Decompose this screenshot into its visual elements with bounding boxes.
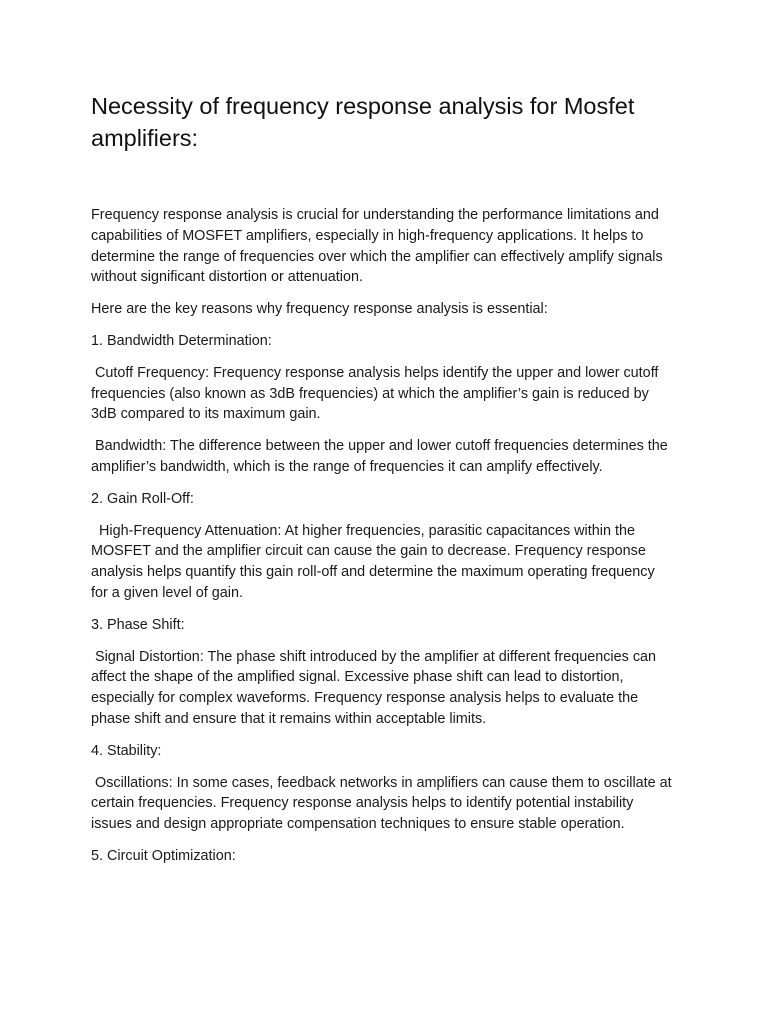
section-heading-circuit-optimization: 5. Circuit Optimization: — [91, 847, 236, 864]
document-body — [91, 205, 675, 878]
paragraph-oscillations: Oscillations: In some cases, feedback networks in amplifiers can cause them to oscillate at certain frequencies. Frequency response analysis helps to identify potential instability issues and design appropriate compensation techniques to ensure stable operation. — [91, 774, 672, 833]
key-reasons-intro: Here are the key reasons why frequency response analysis is essential: — [91, 301, 548, 318]
paragraph-high-frequency-attenuation: High-Frequency Attenuation: At higher frequencies, parasitic capacitances within the MOSFET and the amplifier circuit can cause the gain to decrease. Frequency response analysis helps quantify this gain roll-off and determine the maximum operating frequency for a given level of gain. — [91, 522, 655, 601]
section-heading-stability: 4. Stability: — [91, 742, 162, 759]
document-title: Necessity of frequency response analysis for Mosfet amplifiers: — [91, 93, 635, 151]
paragraph-signal-distortion: Signal Distortion: The phase shift introduced by the amplifier at different frequencies can affect the shape of the amplified signal. Excessive phase shift can lead to distortion, especially for complex waveforms. Frequency response analysis helps to evaluate the phase shift and ensure that it remains within acceptable limits. — [91, 648, 657, 727]
paragraph-cutoff-frequency: Cutoff Frequency: Frequency response analysis helps identify the upper and lower cutoff frequencies (also known as 3dB frequencies) at which the amplifier’s gain is reduced by 3dB compared to its maximum gain. — [91, 364, 659, 423]
section-heading-bandwidth: 1. Bandwidth Determination: — [91, 332, 272, 349]
intro-paragraph: Frequency response analysis is crucial for understanding the performance limitations and capabilities of MOSFET amplifiers, especially in high-frequency applications. It helps to determine the range of frequencies over which the amplifier can effectively amplify signals without significant distortion or attenuation. — [91, 207, 663, 286]
paragraph-bandwidth: Bandwidth: The difference between the upper and lower cutoff frequencies determines the amplifier’s bandwidth, which is the range of frequencies it can amplify effectively. — [91, 438, 668, 475]
section-heading-phase-shift: 3. Phase Shift: — [91, 616, 185, 633]
section-heading-gain-roll-off: 2. Gain Roll-Off: — [91, 490, 194, 507]
